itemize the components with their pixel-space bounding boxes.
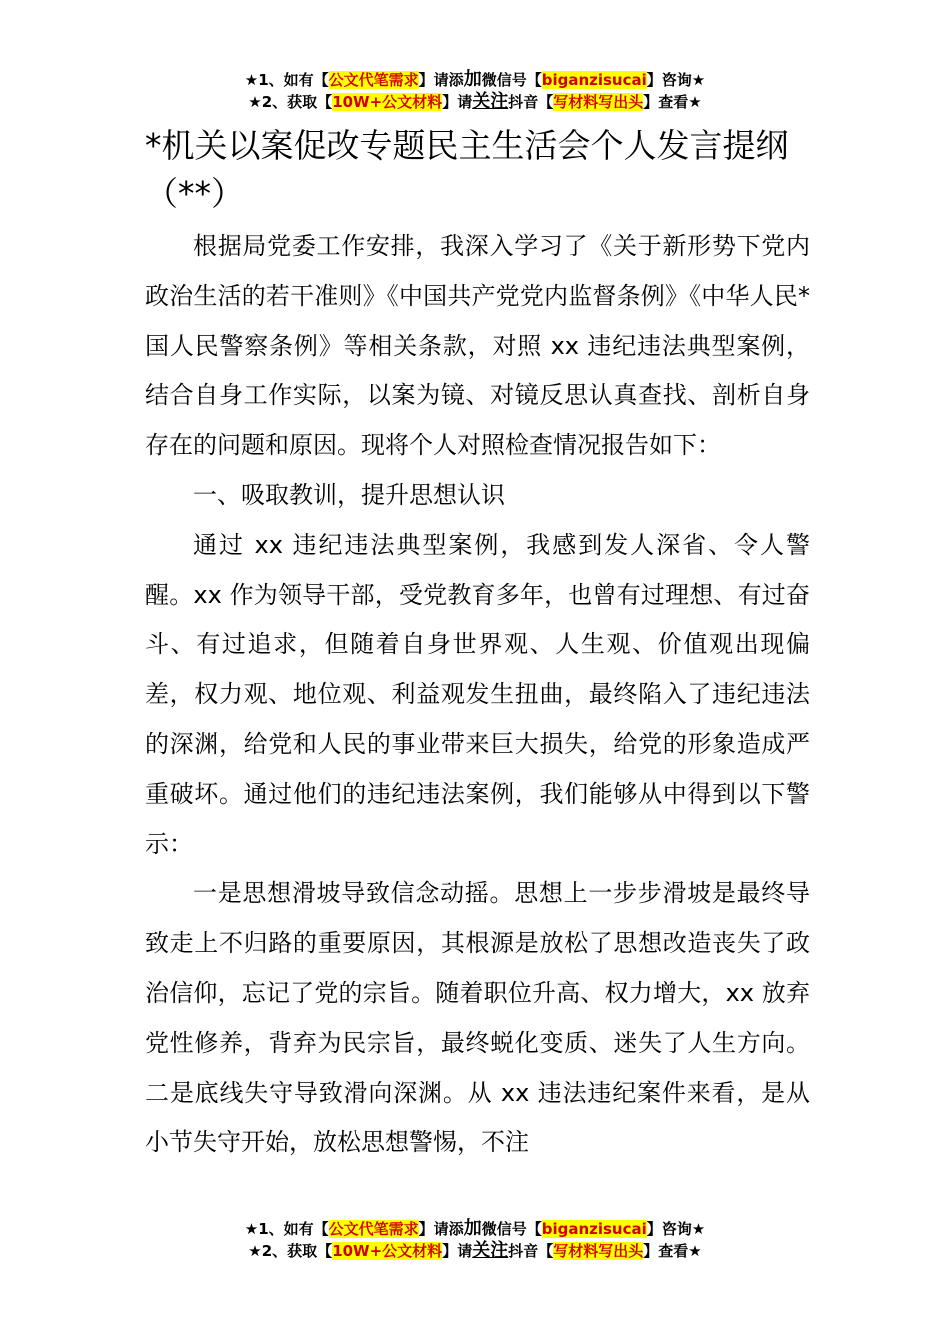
highlight-writing-service: 公文代笔需求 bbox=[328, 1220, 419, 1238]
banner-line-2: ★2、获取【10W+公文材料】请关注抖音【写材料写出头】查看★ bbox=[248, 1240, 702, 1261]
top-banner bbox=[0, 69, 950, 113]
highlight-materials: 10W+公文材料 bbox=[332, 1242, 443, 1260]
body-paragraph: 一是思想滑坡导致信念动摇。思想上一步步滑坡是最终导致走上不归路的重要原因，其根源是放松了思想改造丧失了政治信仰，忘记了党的宗旨。随着职位升高、权力增大，xx 放弃党性修养，背弃为民宗旨，最终蜕化变质、迷失了人生方向。二是底线失守导致滑向深渊。从 xx 违法违纪案件来看，是从小节失守开始，放松思想警惕，不注 bbox=[145, 879, 810, 1157]
highlight-materials: 10W+公文材料 bbox=[332, 93, 443, 111]
highlight-douyin-account: 写材料写出头 bbox=[553, 93, 644, 111]
section-heading: 一、吸取教训，提升思想认识 bbox=[193, 480, 505, 509]
document-title: *机关以案促改专题民主生活会个人发言提纲（**） bbox=[145, 126, 789, 213]
intro-paragraph: 根据局党委工作安排，我深入学习了《关于新形势下党内政治生活的若干准则》《中国共产党党内监督条例》《中华人民*国人民警察条例》等相关条款，对照 xx 违纪违法典型案例，结合自身工作实际，以案为镜、对镜反思认真查找、剖析自身存在的问题和原因。现将个人对照检查情况报告如下： bbox=[145, 232, 810, 460]
highlight-wechat-id: biganzisucai bbox=[541, 1220, 647, 1238]
highlight-writing-service: 公文代笔需求 bbox=[328, 71, 419, 89]
body-paragraph: 通过 xx 违纪违法典型案例，我感到发人深省、令人警醒。xx 作为领导干部，受党教育多年，也曾有过理想、有过奋斗、有过追求，但随着自身世界观、人生观、价值观出现偏差，权力观、地位观、利益观发生扭曲，最终陷入了违纪违法的深渊，给党和人民的事业带来巨大损失，给党的形象造成严重破坏。通过他们的违纪违法案例，我们能够从中得到以下警示： bbox=[145, 530, 810, 858]
banner-line-1: ★1、如有【公文代笔需求】请添加微信号【biganzisucai】咨询★ bbox=[244, 69, 706, 90]
document-body bbox=[145, 222, 810, 1168]
highlight-wechat-id: biganzisucai bbox=[541, 71, 647, 89]
highlight-douyin-account: 写材料写出头 bbox=[553, 1242, 644, 1260]
bottom-banner bbox=[0, 1218, 950, 1262]
banner-line-1: ★1、如有【公文代笔需求】请添加微信号【biganzisucai】咨询★ bbox=[244, 1218, 706, 1239]
banner-line-2: ★2、获取【10W+公文材料】请关注抖音【写材料写出头】查看★ bbox=[248, 91, 702, 112]
